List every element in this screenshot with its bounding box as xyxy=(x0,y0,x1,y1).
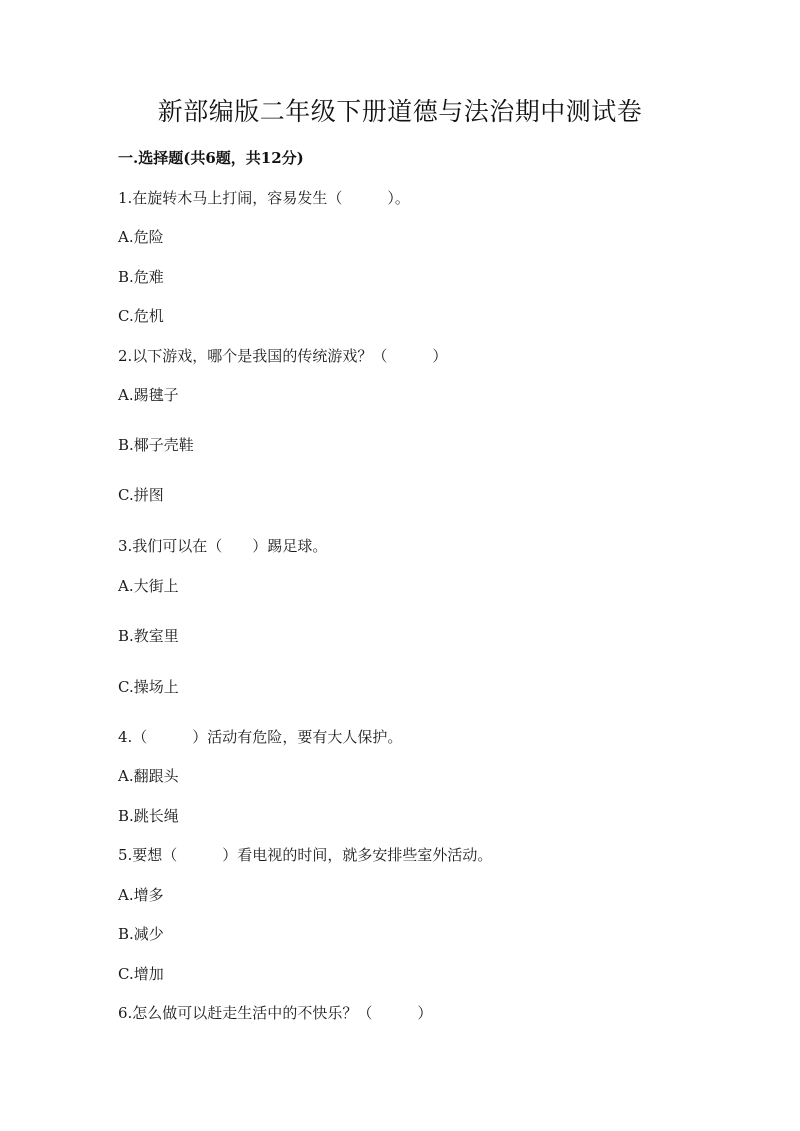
question-2-option-b: B.椰子壳鞋 xyxy=(118,436,194,454)
question-3-stem: 3.我们可以在（ ）踢足球。 xyxy=(118,537,328,555)
question-5-option-c: C.增加 xyxy=(118,965,164,983)
question-5-stem: 5.要想（ ）看电视的时间，就多安排些室外活动。 xyxy=(118,846,493,864)
question-5-option-b: B.减少 xyxy=(118,925,164,943)
question-2-option-c: C.拼图 xyxy=(118,486,164,504)
question-3-option-c: C.操场上 xyxy=(118,678,179,696)
question-2-option-a: A.踢毽子 xyxy=(118,386,179,404)
question-1-option-b: B.危难 xyxy=(118,268,164,286)
question-2-stem: 2.以下游戏，哪个是我国的传统游戏？（ ） xyxy=(118,347,448,365)
question-4-option-a: A.翻跟头 xyxy=(118,767,179,785)
section-heading: 一.选择题(共6题，共12分) xyxy=(118,149,304,167)
question-1-option-c: C.危机 xyxy=(118,307,164,325)
question-1-option-a: A.危险 xyxy=(118,228,164,246)
page-title: 新部编版二年级下册道德与法治期中测试卷 xyxy=(157,97,643,126)
question-3-option-b: B.教室里 xyxy=(118,627,179,645)
question-4-stem: 4.（ ）活动有危险，要有大人保护。 xyxy=(118,728,403,746)
question-1-stem: 1.在旋转木马上打闹，容易发生（ ）。 xyxy=(118,189,410,207)
question-3-option-a: A.大街上 xyxy=(118,577,179,595)
question-6-stem: 6.怎么做可以赶走生活中的不快乐？（ ） xyxy=(118,1004,433,1022)
question-4-option-b: B.跳长绳 xyxy=(118,807,179,825)
question-5-option-a: A.增多 xyxy=(118,886,164,904)
